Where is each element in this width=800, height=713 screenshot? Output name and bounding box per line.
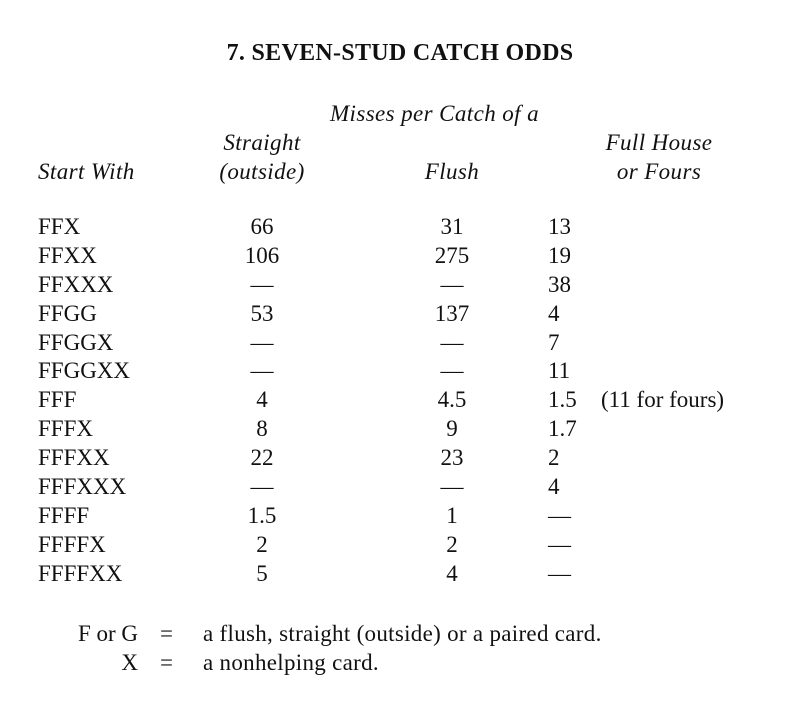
table-row xyxy=(0,531,800,560)
cell-flush: — xyxy=(440,358,464,384)
cell-full-house: — xyxy=(548,502,571,528)
cell-full-house: 19 xyxy=(548,242,571,268)
cell-straight: — xyxy=(250,474,274,500)
cell-flush: — xyxy=(440,271,464,297)
header-start-with: Start With xyxy=(38,159,135,184)
cell-straight: — xyxy=(250,271,274,297)
cell-start: FFFFXX xyxy=(38,560,123,586)
table-title: 7. SEVEN-STUD CATCH ODDS xyxy=(226,40,574,66)
table-row xyxy=(0,444,800,473)
cell-flush: 23 xyxy=(440,445,464,471)
cell-straight: 2 xyxy=(256,531,268,557)
cell-flush: 137 xyxy=(434,300,470,326)
cell-straight: 1.5 xyxy=(247,502,277,528)
cell-full-house: 2 xyxy=(548,445,560,471)
cell-start: FFFXX xyxy=(38,445,110,471)
table-row xyxy=(0,386,800,415)
cell-full-house: 11 xyxy=(548,358,571,384)
legend-equals: = xyxy=(160,650,173,675)
header-flush: Flush xyxy=(424,159,480,184)
cell-full-house: 4 xyxy=(548,300,560,326)
table-row xyxy=(0,502,800,531)
cell-flush: 4 xyxy=(446,560,458,586)
legend-row xyxy=(0,648,800,677)
cell-note: (11 for fours) xyxy=(601,387,725,413)
cell-straight: — xyxy=(250,358,274,384)
legend-term: X xyxy=(121,650,138,675)
header-straight xyxy=(203,128,321,186)
cell-flush: 2 xyxy=(446,531,458,557)
legend-term: F or G xyxy=(77,621,138,646)
cell-flush: 4.5 xyxy=(437,387,467,413)
cell-start: FFXX xyxy=(38,242,97,268)
legend-row xyxy=(0,619,800,648)
cell-straight: 106 xyxy=(244,242,280,268)
legend xyxy=(0,619,800,677)
cell-start: FFXXX xyxy=(38,271,114,297)
cell-flush: 9 xyxy=(446,416,458,442)
cell-straight: 66 xyxy=(250,214,274,239)
table-row xyxy=(0,242,800,271)
cell-full-house: 7 xyxy=(548,329,560,355)
legend-definition: a flush, straight (outside) or a paired card. xyxy=(203,621,602,646)
table-row xyxy=(0,357,800,386)
cell-flush: 275 xyxy=(434,242,470,268)
header-misses-per-catch: Misses per Catch of a xyxy=(330,101,539,126)
cell-start: FFX xyxy=(38,214,81,239)
header-full-house-line2: or Fours xyxy=(616,159,702,184)
cell-straight: 53 xyxy=(250,300,274,326)
cell-flush: — xyxy=(440,329,464,355)
cell-start: FFFF xyxy=(38,502,90,528)
table-row xyxy=(0,271,800,300)
table-row xyxy=(0,473,800,502)
table-row xyxy=(0,415,800,444)
cell-flush: 1 xyxy=(446,502,458,528)
cell-straight: 8 xyxy=(256,416,268,442)
cell-flush: 31 xyxy=(440,214,464,239)
cell-full-house: — xyxy=(548,531,571,557)
odds-table-body xyxy=(0,213,800,589)
cell-straight: 4 xyxy=(256,387,268,413)
cell-start: FFFFX xyxy=(38,531,106,557)
cell-full-house: — xyxy=(548,560,571,586)
header-full-house xyxy=(588,128,730,186)
cell-straight: 22 xyxy=(250,445,274,471)
cell-full-house: 4 xyxy=(548,474,560,500)
cell-full-house: 1.7 xyxy=(548,416,577,442)
cell-start: FFFX xyxy=(38,416,93,442)
legend-equals: = xyxy=(160,621,173,646)
legend-definition: a nonhelping card. xyxy=(203,650,379,675)
cell-full-house: 13 xyxy=(548,214,571,239)
table-row xyxy=(0,213,800,242)
header-straight-line1: Straight xyxy=(223,130,301,155)
cell-start: FFFXXX xyxy=(38,474,127,500)
cell-full-house: 1.5 xyxy=(548,387,577,413)
cell-full-house: 38 xyxy=(548,271,571,297)
table-row xyxy=(0,560,800,589)
cell-straight: 5 xyxy=(256,560,268,586)
header-full-house-line1: Full House xyxy=(605,130,713,155)
table-row xyxy=(0,329,800,358)
cell-flush: — xyxy=(440,474,464,500)
cell-start: FFGG xyxy=(38,300,97,326)
cell-start: FFF xyxy=(38,387,77,413)
table-row xyxy=(0,300,800,329)
cell-start: FFGGX xyxy=(38,329,114,355)
header-straight-line2: (outside) xyxy=(219,159,305,184)
cell-straight: — xyxy=(250,329,274,355)
cell-start: FFGGXX xyxy=(38,358,131,384)
